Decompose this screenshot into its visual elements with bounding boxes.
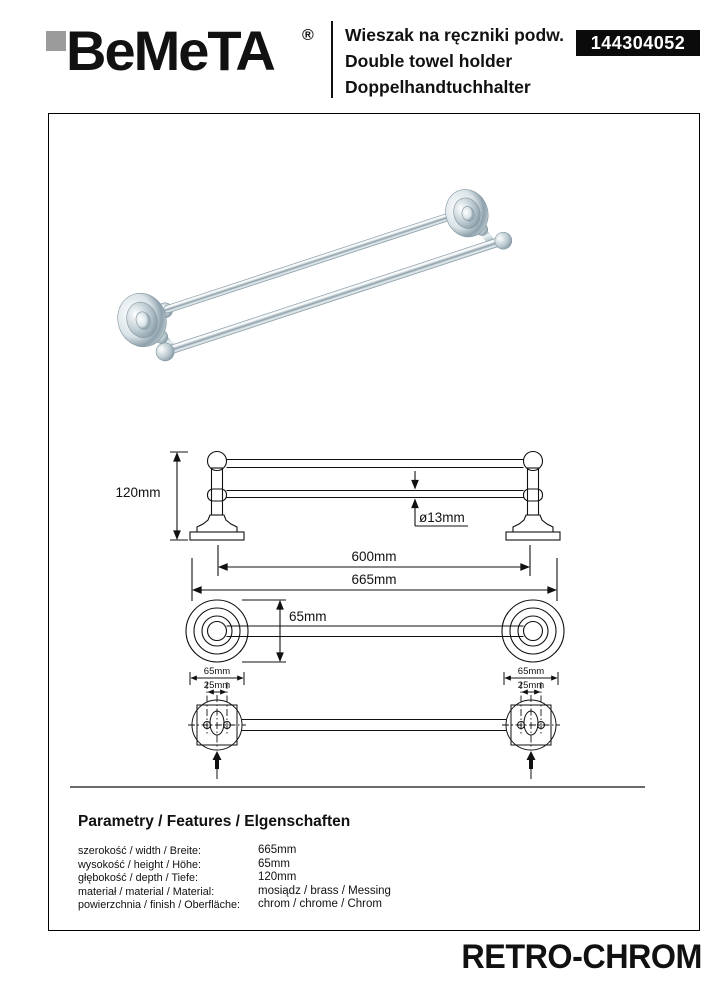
technical-drawings [50,115,698,929]
mount-bar-lines [242,720,506,731]
param-row-material [78,885,498,899]
right-post [506,452,560,541]
registered-mark-icon: ® [302,27,314,44]
param-value: chrom / chrome / Chrom [258,898,382,911]
height-dimension-label: 120mm [115,485,161,500]
product-name-en: Double towel holder [345,51,513,71]
param-row-depth [78,871,498,885]
left-post [190,452,244,541]
mount-view-drawing [188,666,560,779]
param-label: materiał / material / Material: [78,885,215,898]
series-name: RETRO-CHROM [461,938,702,976]
right-plate-dimension-label: 65mm [517,666,545,677]
rosette-dimension-label: 65mm [289,609,327,624]
parameters-section [78,844,498,912]
parameters-title: Parametry / Features / Elgenschaften [78,813,351,830]
diameter-dimension-label: ø13mm [419,510,465,525]
overall-width-dimension-label: 665mm [351,572,397,587]
height-dimension [170,452,188,540]
brand-name: BeMeTA [66,19,274,82]
param-label: powierzchnia / finish / Oberfläche: [78,899,241,912]
header-divider [331,21,333,98]
right-rosette [502,600,564,662]
param-label: wysokość / height / Höhe: [78,858,202,871]
param-row-width [78,844,498,858]
param-label: szerokość / width / Breite: [78,845,202,857]
param-label: głębokość / depth / Tiefe: [78,872,199,885]
left-plate-dimension-label: 65mm [203,666,231,677]
mounting-arrow-icon [527,751,536,769]
left-rosette [186,600,248,662]
param-value: mosiądz / brass / Messing [258,884,391,897]
product-name-de: Doppelhandtuchhalter [345,77,531,97]
param-value: 65mm [258,857,290,870]
param-row-finish [78,898,498,912]
product-name-pl: Wieszak na ręczniki podw. [345,25,564,45]
side-view-drawing [115,452,560,602]
right-holes-dimension-label: 25mm [517,680,545,691]
rosette-dimension [242,600,286,662]
left-holes-dimension-label: 25mm [203,680,231,691]
product-titles [345,22,564,100]
towel-bars [227,460,524,498]
mounting-arrow-icon [213,751,222,769]
logo-square-icon [46,31,66,51]
span-dimension-label: 600mm [351,549,397,564]
front-view-drawing [186,600,564,662]
param-value: 665mm [258,844,297,856]
param-value: 120mm [258,871,297,884]
product-code-badge: 144304052 [576,30,700,56]
param-row-height [78,858,498,872]
front-bar-lines [227,626,524,637]
